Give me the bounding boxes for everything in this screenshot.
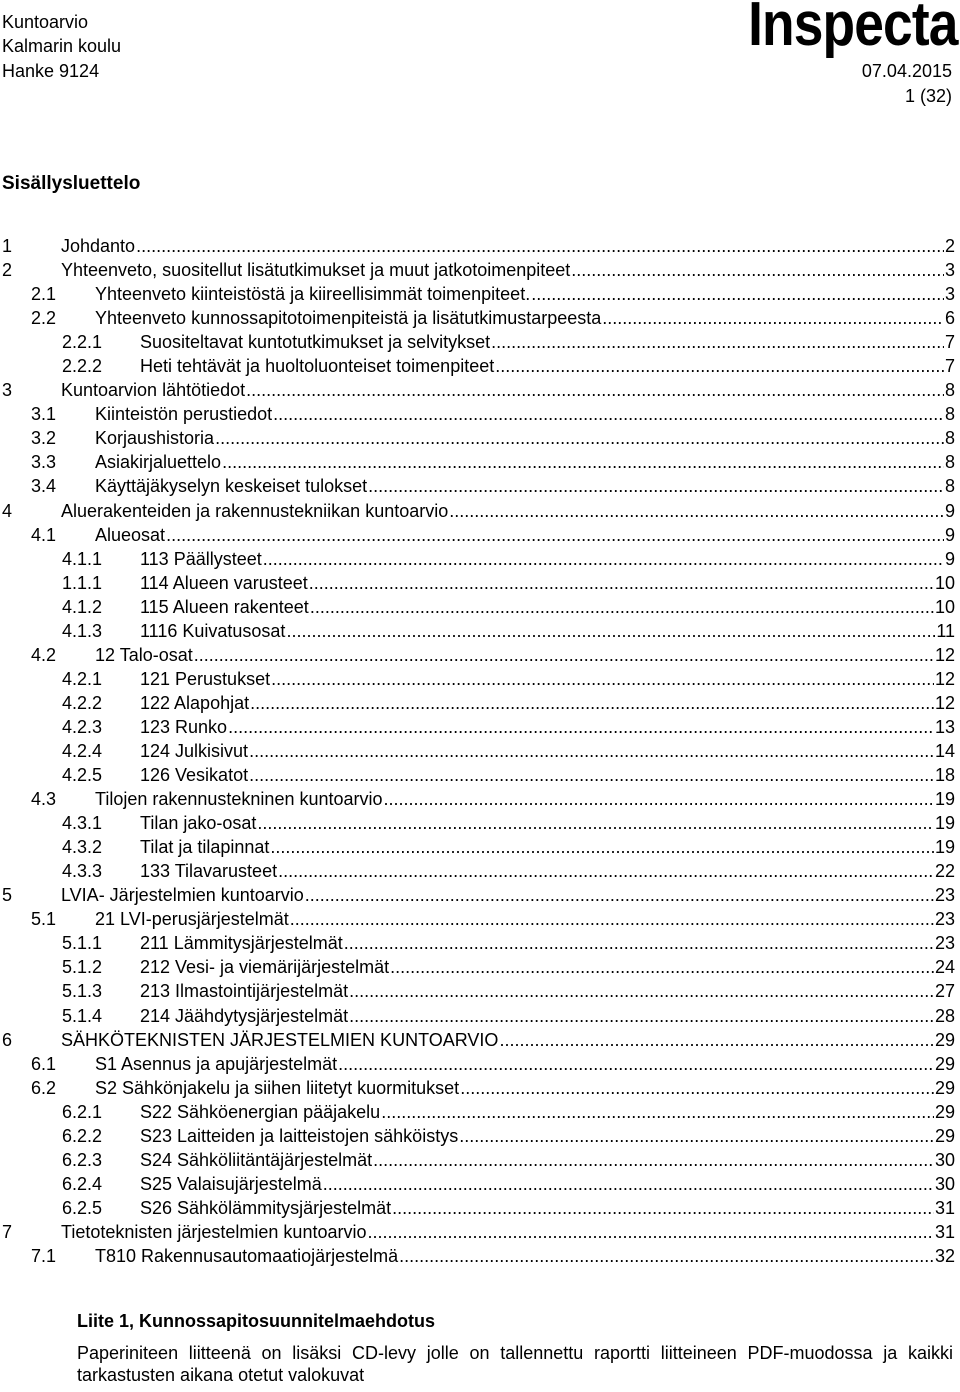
toc-entry-page: 7 — [944, 332, 955, 353]
appendix-title: Liite 1, Kunnossapitosuunnitelmaehdotus — [77, 1311, 436, 1331]
toc-dot-leader — [215, 426, 944, 450]
toc-entry[interactable] — [0, 1124, 955, 1148]
toc-entry-title: Aluerakenteiden ja rakennustekniikan kuntoarvio — [61, 500, 449, 521]
toc-entry-number: 5.1.1 — [62, 933, 103, 954]
toc-dot-leader — [271, 667, 934, 691]
toc-entry-title: S1 Asennus ja apujärjestelmät — [95, 1053, 338, 1074]
toc-entry-number: 3.2 — [31, 428, 57, 449]
toc-dot-leader — [460, 1076, 934, 1100]
toc-entry-title: 123 Runko — [140, 716, 228, 737]
toc-entry[interactable] — [0, 547, 955, 571]
toc-dot-leader — [278, 859, 934, 883]
toc-entry-title: S23 Laitteiden ja laitteistojen sähköistys — [140, 1125, 459, 1146]
toc-dot-leader — [349, 979, 934, 1003]
toc-dot-leader — [367, 1220, 933, 1244]
toc-entry-number: 4.3.2 — [62, 837, 103, 858]
toc-entry[interactable] — [0, 835, 955, 859]
toc-dot-leader — [228, 715, 934, 739]
toc-entry-title: 213 Ilmastointijärjestelmät — [140, 981, 349, 1002]
toc-dot-leader — [222, 450, 944, 474]
toc-entry[interactable] — [0, 402, 955, 426]
header-date: 07.04.2015 — [861, 61, 952, 81]
toc-entry-title: Yhteenveto, suositellut lisätutkimukset ja muut jatkotoimenpiteet — [61, 260, 571, 281]
toc-entry-title: Yhteenveto kiinteistöstä ja kiireellisimmät toimenpiteet. — [95, 284, 531, 305]
header-page-number: 1 (32) — [904, 86, 952, 106]
toc-entry-title: 124 Julkisivut — [140, 740, 249, 761]
toc-dot-leader — [290, 907, 934, 931]
toc-entry-title: LVIA- Järjestelmien kuntoarvio — [61, 885, 304, 906]
toc-entry-title: 214 Jäähdytysjärjestelmät — [140, 1005, 349, 1026]
toc-entry-number: 4.1.1 — [62, 548, 103, 569]
toc-entry-number: 3.3 — [31, 452, 57, 473]
toc-entry[interactable] — [0, 979, 955, 1003]
toc-entry[interactable] — [0, 330, 955, 354]
toc-entry-number: 6.2.5 — [62, 1197, 103, 1218]
toc-entry-number: 6.2 — [31, 1077, 57, 1098]
toc-entry-page: 23 — [934, 909, 955, 930]
toc-entry-title: 122 Alapohjat — [140, 692, 250, 713]
toc-entry[interactable] — [0, 1196, 955, 1220]
toc-entry-title: Asiakirjaluettelo — [95, 452, 222, 473]
toc-entry-title: Johdanto — [61, 236, 136, 256]
toc-entry[interactable] — [0, 1220, 955, 1244]
toc-entry-page: 8 — [944, 380, 955, 401]
toc-entry-number: 1 — [2, 236, 13, 256]
toc-entry-title: SÄHKÖTEKNISTEN JÄRJESTELMIEN KUNTOARVIO — [61, 1029, 499, 1050]
toc-dot-leader — [399, 1244, 934, 1268]
toc-dot-leader — [338, 1052, 934, 1076]
toc-dot-leader — [194, 643, 934, 667]
toc-dot-leader — [373, 1148, 934, 1172]
toc-entry-number: 2.2 — [31, 308, 57, 329]
toc-entry-page: 7 — [944, 356, 955, 377]
toc-entry-page: 12 — [934, 692, 955, 713]
toc-entry-number: 4.2.1 — [62, 668, 103, 689]
toc-entry-page: 8 — [944, 476, 955, 497]
toc-entry-page: 2 — [944, 236, 955, 256]
toc-entry-page: 8 — [944, 452, 955, 473]
toc-entry-title: 211 Lämmitysjärjestelmät — [140, 933, 343, 954]
toc-entry[interactable] — [0, 691, 955, 715]
toc-entry-page: 3 — [944, 260, 955, 281]
toc-entry[interactable] — [0, 787, 955, 811]
toc-entry-page: 12 — [934, 668, 955, 689]
toc-dot-leader — [250, 691, 934, 715]
toc-entry[interactable] — [0, 1100, 955, 1124]
header-project: Hanke 9124 — [2, 61, 100, 81]
toc-dot-leader — [344, 931, 934, 955]
toc-entry[interactable] — [0, 499, 955, 523]
toc-entry-number: 6 — [2, 1029, 13, 1050]
toc-entry-page: 29 — [934, 1029, 955, 1050]
toc-dot-leader — [571, 258, 944, 282]
toc-entry-number: 2.2.1 — [62, 332, 103, 353]
toc-entry-page: 10 — [934, 596, 955, 617]
toc-entry-page: 29 — [934, 1053, 955, 1074]
toc-entry[interactable] — [0, 955, 955, 979]
toc-entry[interactable] — [0, 1244, 955, 1268]
toc-entry-title: 1116 Kuivatusosat — [140, 620, 286, 641]
toc-entry-number: 4.2 — [31, 644, 57, 665]
toc-entry-title: Käyttäjäkyselyn keskeiset tulokset — [95, 476, 368, 497]
toc-dot-leader — [286, 619, 935, 643]
toc-entry-number: 6.2.1 — [62, 1101, 103, 1122]
toc-entry-title: S24 Sähköliitäntäjärjestelmät — [140, 1149, 373, 1170]
toc-entry[interactable] — [0, 667, 955, 691]
toc-entry[interactable] — [0, 426, 955, 450]
toc-entry-title: 113 Päällysteet — [140, 548, 262, 569]
toc-entry-page: 29 — [934, 1077, 955, 1098]
toc-entry[interactable] — [0, 883, 955, 907]
toc-entry-page: 24 — [934, 957, 955, 978]
toc-entry-page: 9 — [944, 524, 955, 545]
toc-entry-page: 13 — [934, 716, 955, 737]
toc-entry-page: 9 — [944, 500, 955, 521]
toc-entry[interactable] — [0, 1172, 955, 1196]
header-school: Kalmarin koulu — [2, 36, 122, 56]
toc-entry-number: 5 — [2, 885, 13, 906]
toc-entry-number: 7 — [2, 1221, 13, 1242]
toc-entry-number: 4.2.2 — [62, 692, 103, 713]
toc-entry-title: S22 Sähköenergian pääjakelu — [140, 1101, 381, 1122]
toc-entry-number: 3 — [2, 380, 13, 401]
toc-entry-page: 3 — [944, 284, 955, 305]
toc-dot-leader — [392, 1196, 934, 1220]
toc-entry[interactable] — [0, 378, 955, 402]
toc-entry-page: 28 — [934, 1005, 955, 1026]
toc-entry[interactable] — [0, 907, 955, 931]
toc-entry-number: 4.1.2 — [62, 596, 103, 617]
toc-entry[interactable] — [0, 282, 955, 306]
toc-entry-number: 4 — [2, 500, 13, 521]
toc-entry-title: S2 Sähkönjakelu ja siihen liitetyt kuormitukset — [95, 1077, 460, 1098]
toc-entry-page: 29 — [934, 1125, 955, 1146]
toc-entry-title: Yhteenveto kunnossapitotoimenpiteistä ja lisätutkimustarpeesta — [95, 308, 602, 329]
toc-entry-page: 29 — [934, 1101, 955, 1122]
toc-entry-page: 6 — [944, 308, 955, 329]
toc-dot-leader — [166, 523, 944, 547]
toc-entry[interactable] — [0, 739, 955, 763]
toc-entry[interactable] — [0, 306, 955, 330]
toc-entry-page: 30 — [934, 1149, 955, 1170]
toc-dot-leader — [499, 1028, 934, 1052]
toc-entry-title: 212 Vesi- ja viemärijärjestelmät — [140, 957, 390, 978]
toc-entry-number: 3.1 — [31, 404, 57, 425]
toc-dot-leader — [602, 306, 944, 330]
toc-entry[interactable] — [0, 1052, 955, 1076]
toc-entry-number: 4.3 — [31, 789, 57, 810]
toc-entry-page: 23 — [934, 885, 955, 906]
toc-entry-number: 4.2.5 — [62, 765, 103, 786]
toc-entry-number: 6.1 — [31, 1053, 57, 1074]
toc-entry-title: S26 Sähkölämmitysjärjestelmät — [140, 1197, 392, 1218]
toc-entry-number: 6.2.2 — [62, 1125, 103, 1146]
toc-entry[interactable] — [0, 571, 955, 595]
toc-dot-leader — [491, 330, 944, 354]
toc-entry-number: 6.2.4 — [62, 1173, 103, 1194]
toc-entry-title: 121 Perustukset — [140, 668, 271, 689]
toc-entry-page: 31 — [934, 1197, 955, 1218]
toc-entry-number: 4.2.4 — [62, 740, 103, 761]
toc-entry[interactable] — [0, 715, 955, 739]
toc-title: Sisällysluettelo — [2, 173, 141, 194]
toc-entry-title: Suositeltavat kuntotutkimukset ja selvitykset — [140, 332, 491, 353]
toc-entry-number: 4.1.3 — [62, 620, 103, 641]
toc-entry-number: 5.1.2 — [62, 957, 103, 978]
toc-entry-title: 12 Talo-osat — [95, 644, 193, 665]
toc-entry-title: Tilat ja tilapinnat — [140, 837, 270, 858]
inspecta-logo: Inspecta — [748, 0, 958, 59]
toc-entry-title: Tilojen rakennustekninen kuntoarvio — [95, 789, 383, 810]
toc-entry-page: 8 — [944, 404, 955, 425]
toc-dot-leader — [531, 282, 944, 306]
toc-entry[interactable] — [0, 1076, 955, 1100]
toc-entry[interactable] — [0, 258, 955, 282]
toc-entry-number: 5.1.4 — [62, 1005, 103, 1026]
toc-dot-leader — [381, 1100, 934, 1124]
toc-dot-leader — [309, 571, 934, 595]
toc-entry[interactable] — [0, 450, 955, 474]
toc-entry-title: 126 Vesikatot — [140, 765, 249, 786]
toc-entry-title: Korjaushistoria — [95, 428, 215, 449]
toc-entry-page: 23 — [934, 933, 955, 954]
toc-entry-page: 19 — [934, 789, 955, 810]
toc-entry-page: 9 — [944, 548, 955, 569]
toc-entry-page: 11 — [936, 620, 955, 641]
toc-entry-page: 30 — [934, 1173, 955, 1194]
toc-dot-leader — [136, 234, 944, 258]
toc-dot-leader — [349, 1004, 934, 1028]
toc-entry[interactable] — [0, 931, 955, 955]
toc-entry[interactable] — [0, 619, 955, 643]
toc-entry[interactable] — [0, 595, 955, 619]
toc-entry-number: 4.3.3 — [62, 861, 103, 882]
toc-dot-leader — [495, 354, 944, 378]
toc-entry[interactable] — [0, 474, 955, 498]
toc-entry-number: 2 — [2, 260, 13, 281]
table-of-contents — [0, 234, 955, 1268]
toc-entry-title: 115 Alueen rakenteet — [140, 596, 309, 617]
toc-dot-leader — [270, 835, 934, 859]
toc-dot-leader — [368, 474, 944, 498]
toc-entry[interactable] — [0, 234, 955, 258]
toc-entry-page: 19 — [934, 813, 955, 834]
toc-dot-leader — [459, 1124, 934, 1148]
header-title: Kuntoarvio — [2, 12, 89, 32]
toc-entry-page: 19 — [934, 837, 955, 858]
toc-entry-number: 1.1.1 — [62, 572, 103, 593]
toc-entry-title: 21 LVI-perusjärjestelmät — [95, 909, 289, 930]
toc-entry-page: 31 — [934, 1221, 955, 1242]
toc-entry-page: 18 — [934, 765, 955, 786]
toc-entry[interactable] — [0, 859, 955, 883]
toc-entry-number: 7.1 — [31, 1245, 57, 1266]
toc-entry-number: 2.1 — [31, 284, 57, 305]
toc-entry-page: 32 — [934, 1245, 955, 1266]
toc-entry-number: 2.2.2 — [62, 356, 103, 377]
toc-dot-leader — [384, 787, 934, 811]
toc-dot-leader — [249, 739, 934, 763]
toc-entry-title: Tilan jako-osat — [140, 813, 257, 834]
toc-entry-title: 133 Tilavarusteet — [140, 861, 278, 882]
toc-entry-page: 22 — [934, 861, 955, 882]
toc-entry[interactable] — [0, 763, 955, 787]
toc-dot-leader — [246, 378, 944, 402]
toc-entry-number: 6.2.3 — [62, 1149, 103, 1170]
toc-entry-number: 5.1 — [31, 909, 57, 930]
toc-entry[interactable] — [0, 1004, 955, 1028]
toc-entry-number: 4.2.3 — [62, 716, 103, 737]
toc-entry-title: Heti tehtävät ja huoltoluonteiset toimenpiteet — [140, 356, 495, 377]
toc-entry-title: Tietoteknisten järjestelmien kuntoarvio — [61, 1221, 367, 1242]
toc-dot-leader — [273, 402, 944, 426]
toc-entry-page: 27 — [934, 981, 955, 1002]
toc-entry-page: 12 — [934, 644, 955, 665]
toc-dot-leader — [305, 883, 934, 907]
toc-entry-page: 10 — [934, 572, 955, 593]
toc-dot-leader — [257, 811, 934, 835]
toc-entry[interactable] — [0, 1028, 955, 1052]
toc-entry-page: 14 — [934, 740, 955, 761]
appendix-text: Paperiniteen liitteenä on lisäksi CD-levy jolle on tallennettu raportti liitteineen PDF-muodossa ja kaikki tarkastusten aikana otetut valokuvat — [77, 1343, 953, 1385]
toc-entry-number: 4.1 — [31, 524, 57, 545]
toc-entry-number: 4.3.1 — [62, 813, 103, 834]
toc-entry[interactable] — [0, 643, 955, 667]
toc-entry-page: 8 — [944, 428, 955, 449]
toc-entry[interactable] — [0, 354, 955, 378]
toc-dot-leader — [449, 499, 944, 523]
toc-entry[interactable] — [0, 1148, 955, 1172]
toc-entry-title: 114 Alueen varusteet — [140, 572, 308, 593]
toc-dot-leader — [310, 595, 934, 619]
toc-entry[interactable] — [0, 523, 955, 547]
toc-entry-title: Alueosat — [95, 524, 166, 545]
toc-dot-leader — [263, 547, 944, 571]
toc-entry-title: Kuntoarvion lähtötiedot — [61, 380, 246, 401]
toc-entry-title: S25 Valaisujärjestelmä — [140, 1173, 322, 1194]
toc-dot-leader — [249, 763, 934, 787]
toc-entry[interactable] — [0, 811, 955, 835]
toc-dot-leader — [390, 955, 934, 979]
toc-entry-title: T810 Rakennusautomaatiojärjestelmä — [95, 1245, 399, 1266]
toc-entry-number: 3.4 — [31, 476, 57, 497]
toc-entry-number: 5.1.3 — [62, 981, 103, 1002]
toc-dot-leader — [323, 1172, 934, 1196]
toc-entry-title: Kiinteistön perustiedot — [95, 404, 273, 425]
